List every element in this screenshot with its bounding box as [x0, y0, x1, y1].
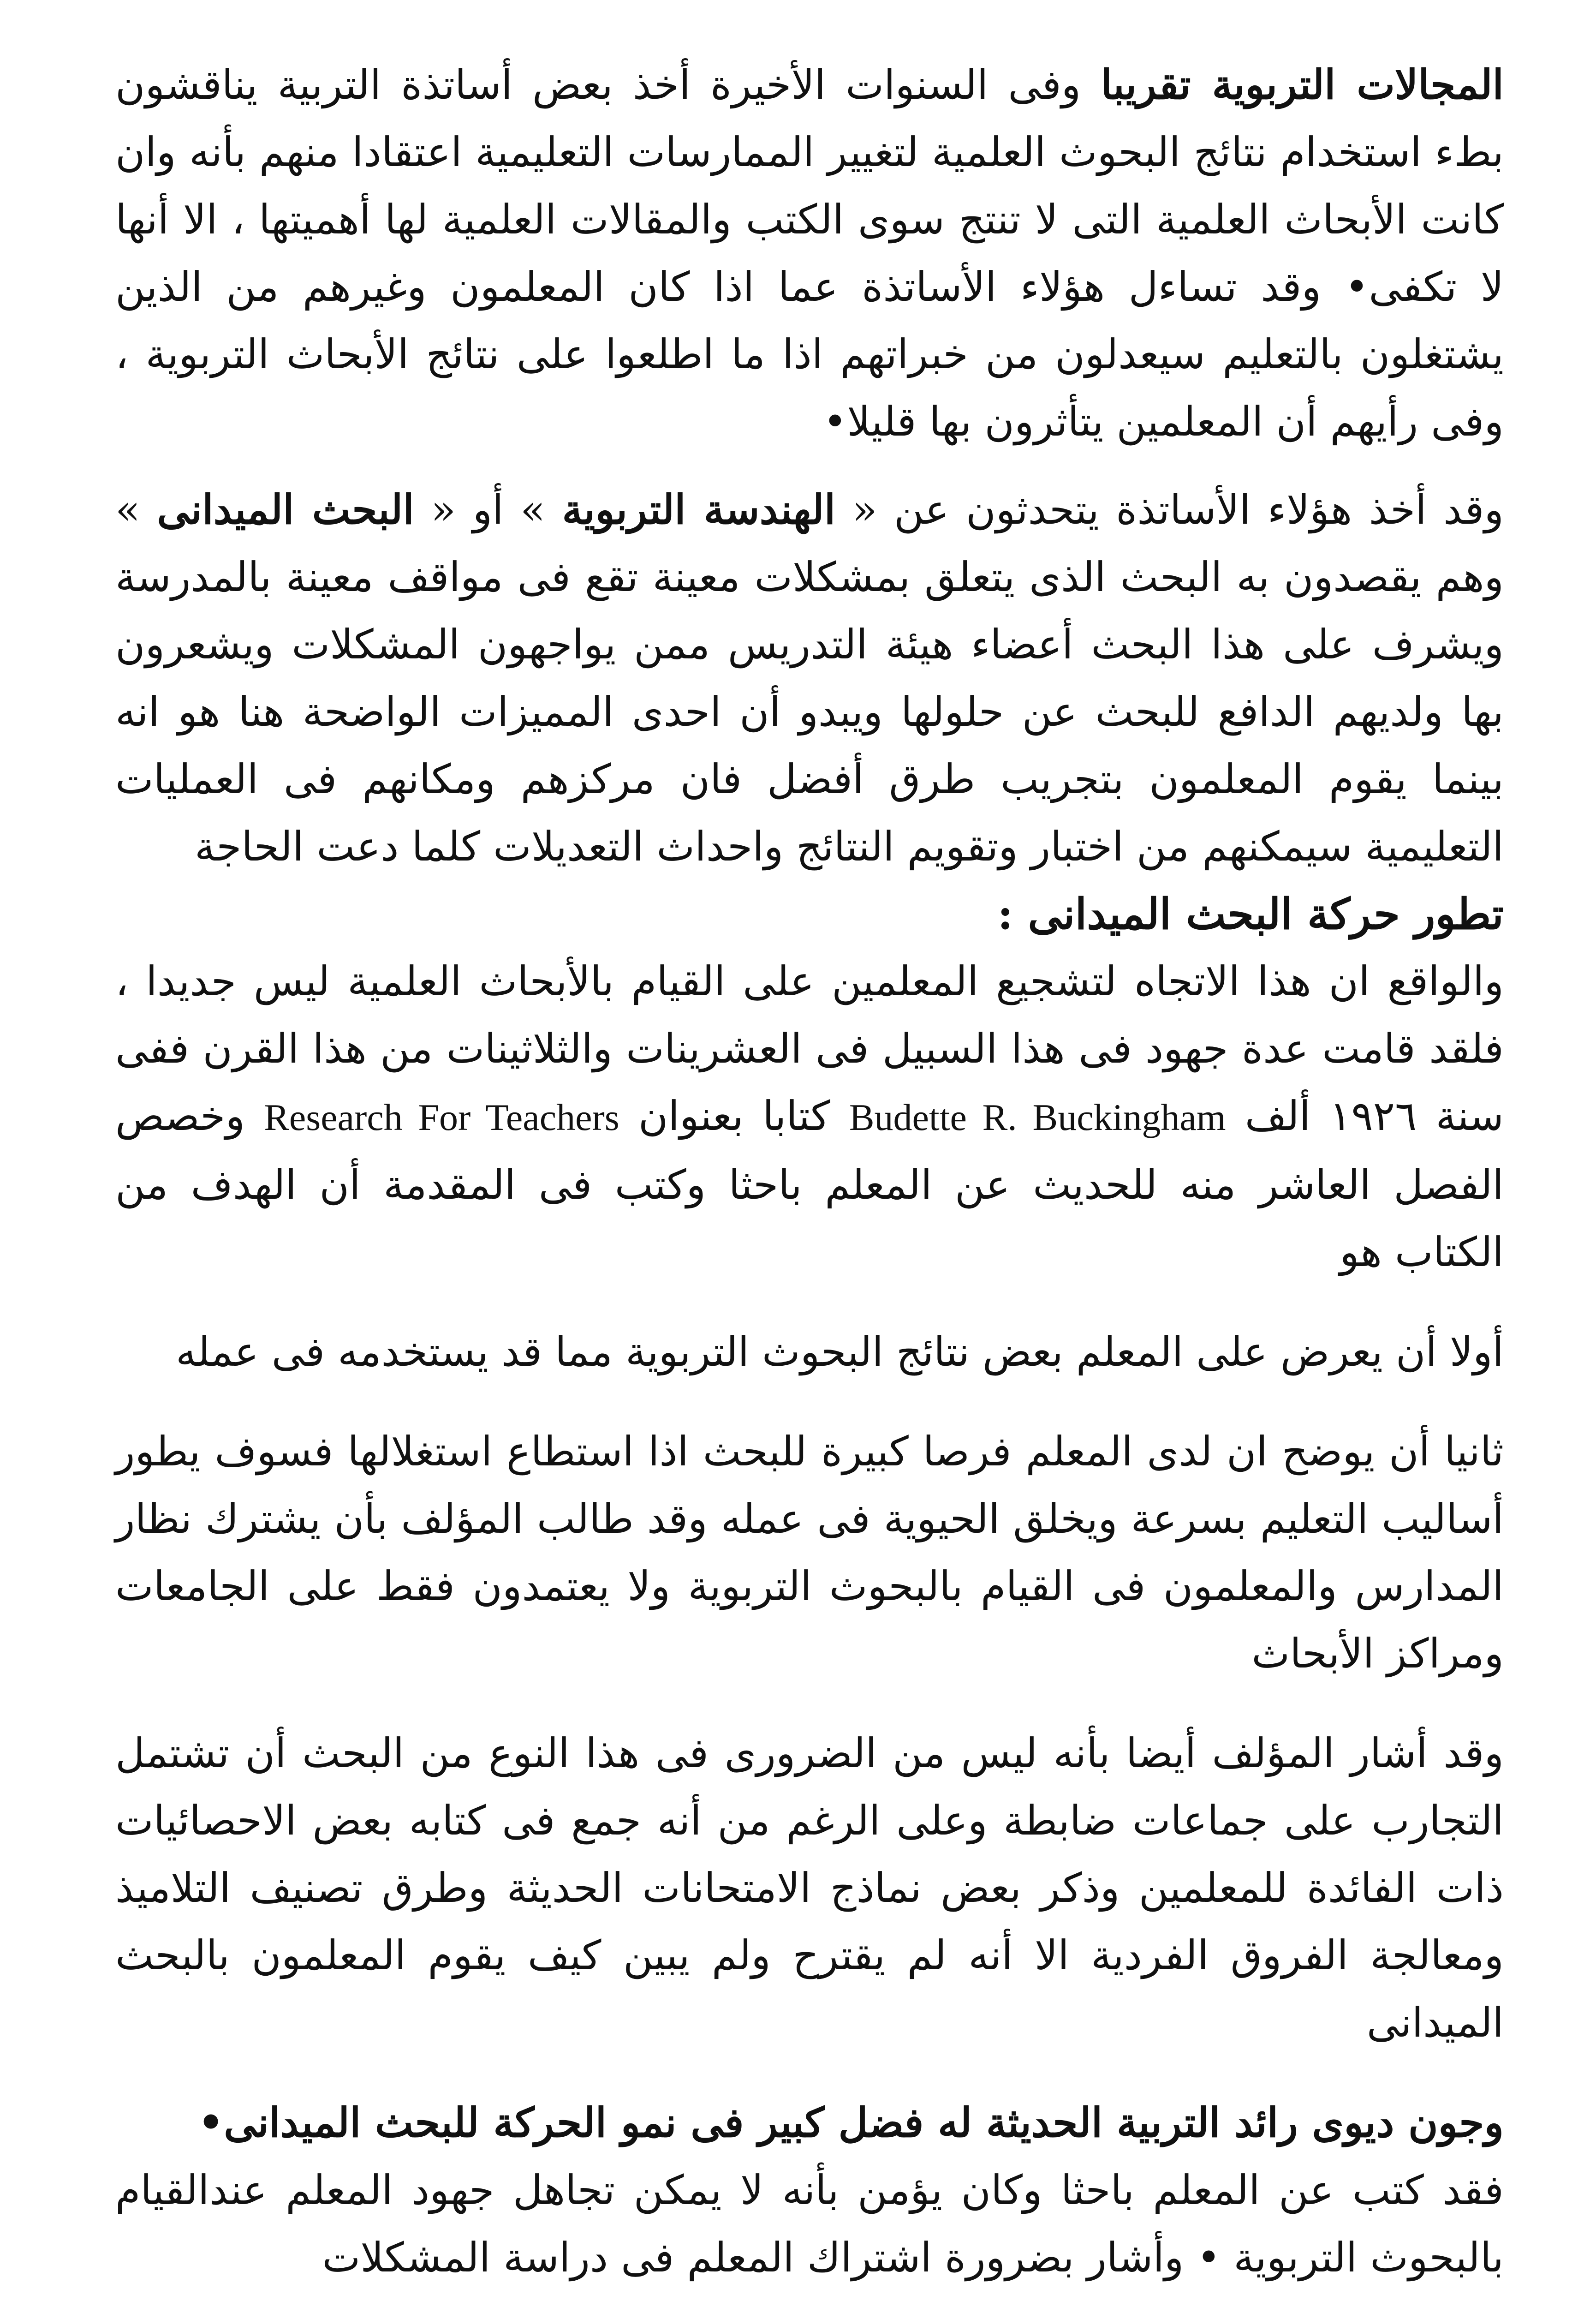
paragraph-second-goal: ثانيا أن يوضح ان لدى المعلم فرصا كبيرة للبحث اذا استطاع استغلالها فسوف يطور أساليب التعليم بسرعة ويخلق الحيوية فى عمله وقد طالب المؤلف بأن يشترك نظار المدارس والمعلمون فى القيام بالبحوث التربوية ولا يعتمدون فقط على الجامعات ومراكز الأبحاث	[115, 1428, 1504, 1677]
book-title: Research For Teachers	[264, 1096, 619, 1138]
dewey-lead-bold: وجون ديوى رائد التربية الحديثة له فضل كبير فى نمو الحركة للبحث الميدانى•	[198, 2098, 1504, 2146]
paragraph-field-research-definition	[115, 476, 1504, 880]
definition-text-middle: » أو «	[414, 486, 562, 533]
paragraph-first-goal: أولا أن يعرض على المعلم بعض نتائج البحوث التربوية مما قد يستخدمه فى عمله	[176, 1328, 1504, 1375]
definition-text-before: وقد أخذ هؤلاء الأساتذة يتحدثون عن «	[835, 486, 1504, 533]
term-educational-engineering: الهندسة التربوية	[562, 485, 836, 533]
section-heading: تطور حركة البحث الميدانى :	[997, 889, 1504, 939]
document-page	[115, 51, 1504, 2307]
dewey-text: فقد كتب عن المعلم باحثا وكان يؤمن بأنه لا يمكن تجاهل جهود المعلم عندالقيام بالبحوث التربوية • وأشار بضرورة اشتراك المعلم فى دراسة المشكلات	[115, 2166, 1504, 2281]
term-field-research: البحث الميدانى	[157, 485, 414, 533]
intro-lead-bold: المجالات التربوية تقريبا	[1101, 60, 1504, 108]
paragraph-author-notes: وقد أشار المؤلف أيضا بأنه ليس من الضرورى فى هذا النوع من البحث أن تشتمل التجارب على جماعات ضابطة وعلى الرغم من أنه جمع فى كتابه بعض الاحصائيات ذات الفائدة للمعلمين وذكر بعض نماذج الامتحانات الحديثة وطرق تصنيف التلاميذ ومعالجة الفروق الفردية الا أنه لم يقترح ولم يبين كيف يقوم المعلمون بالبحث الميدانى	[115, 1729, 1504, 2046]
intro-text: وفى السنوات الأخيرة أخذ بعض أساتذة التربية يناقشون بطء استخدام نتائج البحوث العلمية لتغيير الممارسات التعليمية اعتقادا منهم بأنه وان كانت الأبحاث العلمية التى لا تنتج سوى الكتب والمقالات العلمية لها أهميتها ، الا أنها لا تكفى• وقد تساءل هؤلاء الأساتذة عما اذا كان المعلمون وغيرهم من الذين يشتغلون بالتعليم سيعدلون من خبراتهم اذا ما اطلعوا على نتائج الأبحاث التربوية ، وفى رأيهم أن المعلمين يتأثرون بها قليلا•	[115, 61, 1504, 445]
history-text-after: وخصص الفصل العاشر منه للحديث عن المعلم باحثا وكتب فى المقدمة أن الهدف من الكتاب هو	[115, 1092, 1504, 1276]
paragraph-history	[115, 948, 1504, 1286]
history-text-mid: كتابا بعنوان	[619, 1092, 849, 1140]
history-text-before: والواقع ان هذا الاتجاه لتشجيع المعلمين على القيام بالأبحاث العلمية ليس جديدا ، فلقد قامت عدة جهود فى هذا السبيل فى العشرينات والثلاثينات من هذا القرن ففى سنة ١٩٢٦ ألف	[115, 957, 1504, 1140]
definition-text-after: » وهم يقصدون به البحث الذى يتعلق بمشكلات معينة تقع فى مواقف معينة بالمدرسة ويشرف على هذا البحث أعضاء هيئة التدريس ممن يواجهون المشكلات ويشعرون بها ولديهم الدافع للبحث عن حلولها ويبدو أن احدى المميزات الواضحة هنا هو انه بينما يقوم المعلمون بتجريب طرق أفضل فان مركزهم ومكانهم فى العمليات التعليمية سيمكنهم من اختبار وتقويم النتائج واحداث التعديلات كلما دعت الحاجة	[115, 486, 1504, 870]
paragraph-dewey	[115, 2089, 1504, 2291]
author-name: Budette R. Buckingham	[849, 1096, 1226, 1138]
paragraph-intro	[115, 51, 1504, 455]
